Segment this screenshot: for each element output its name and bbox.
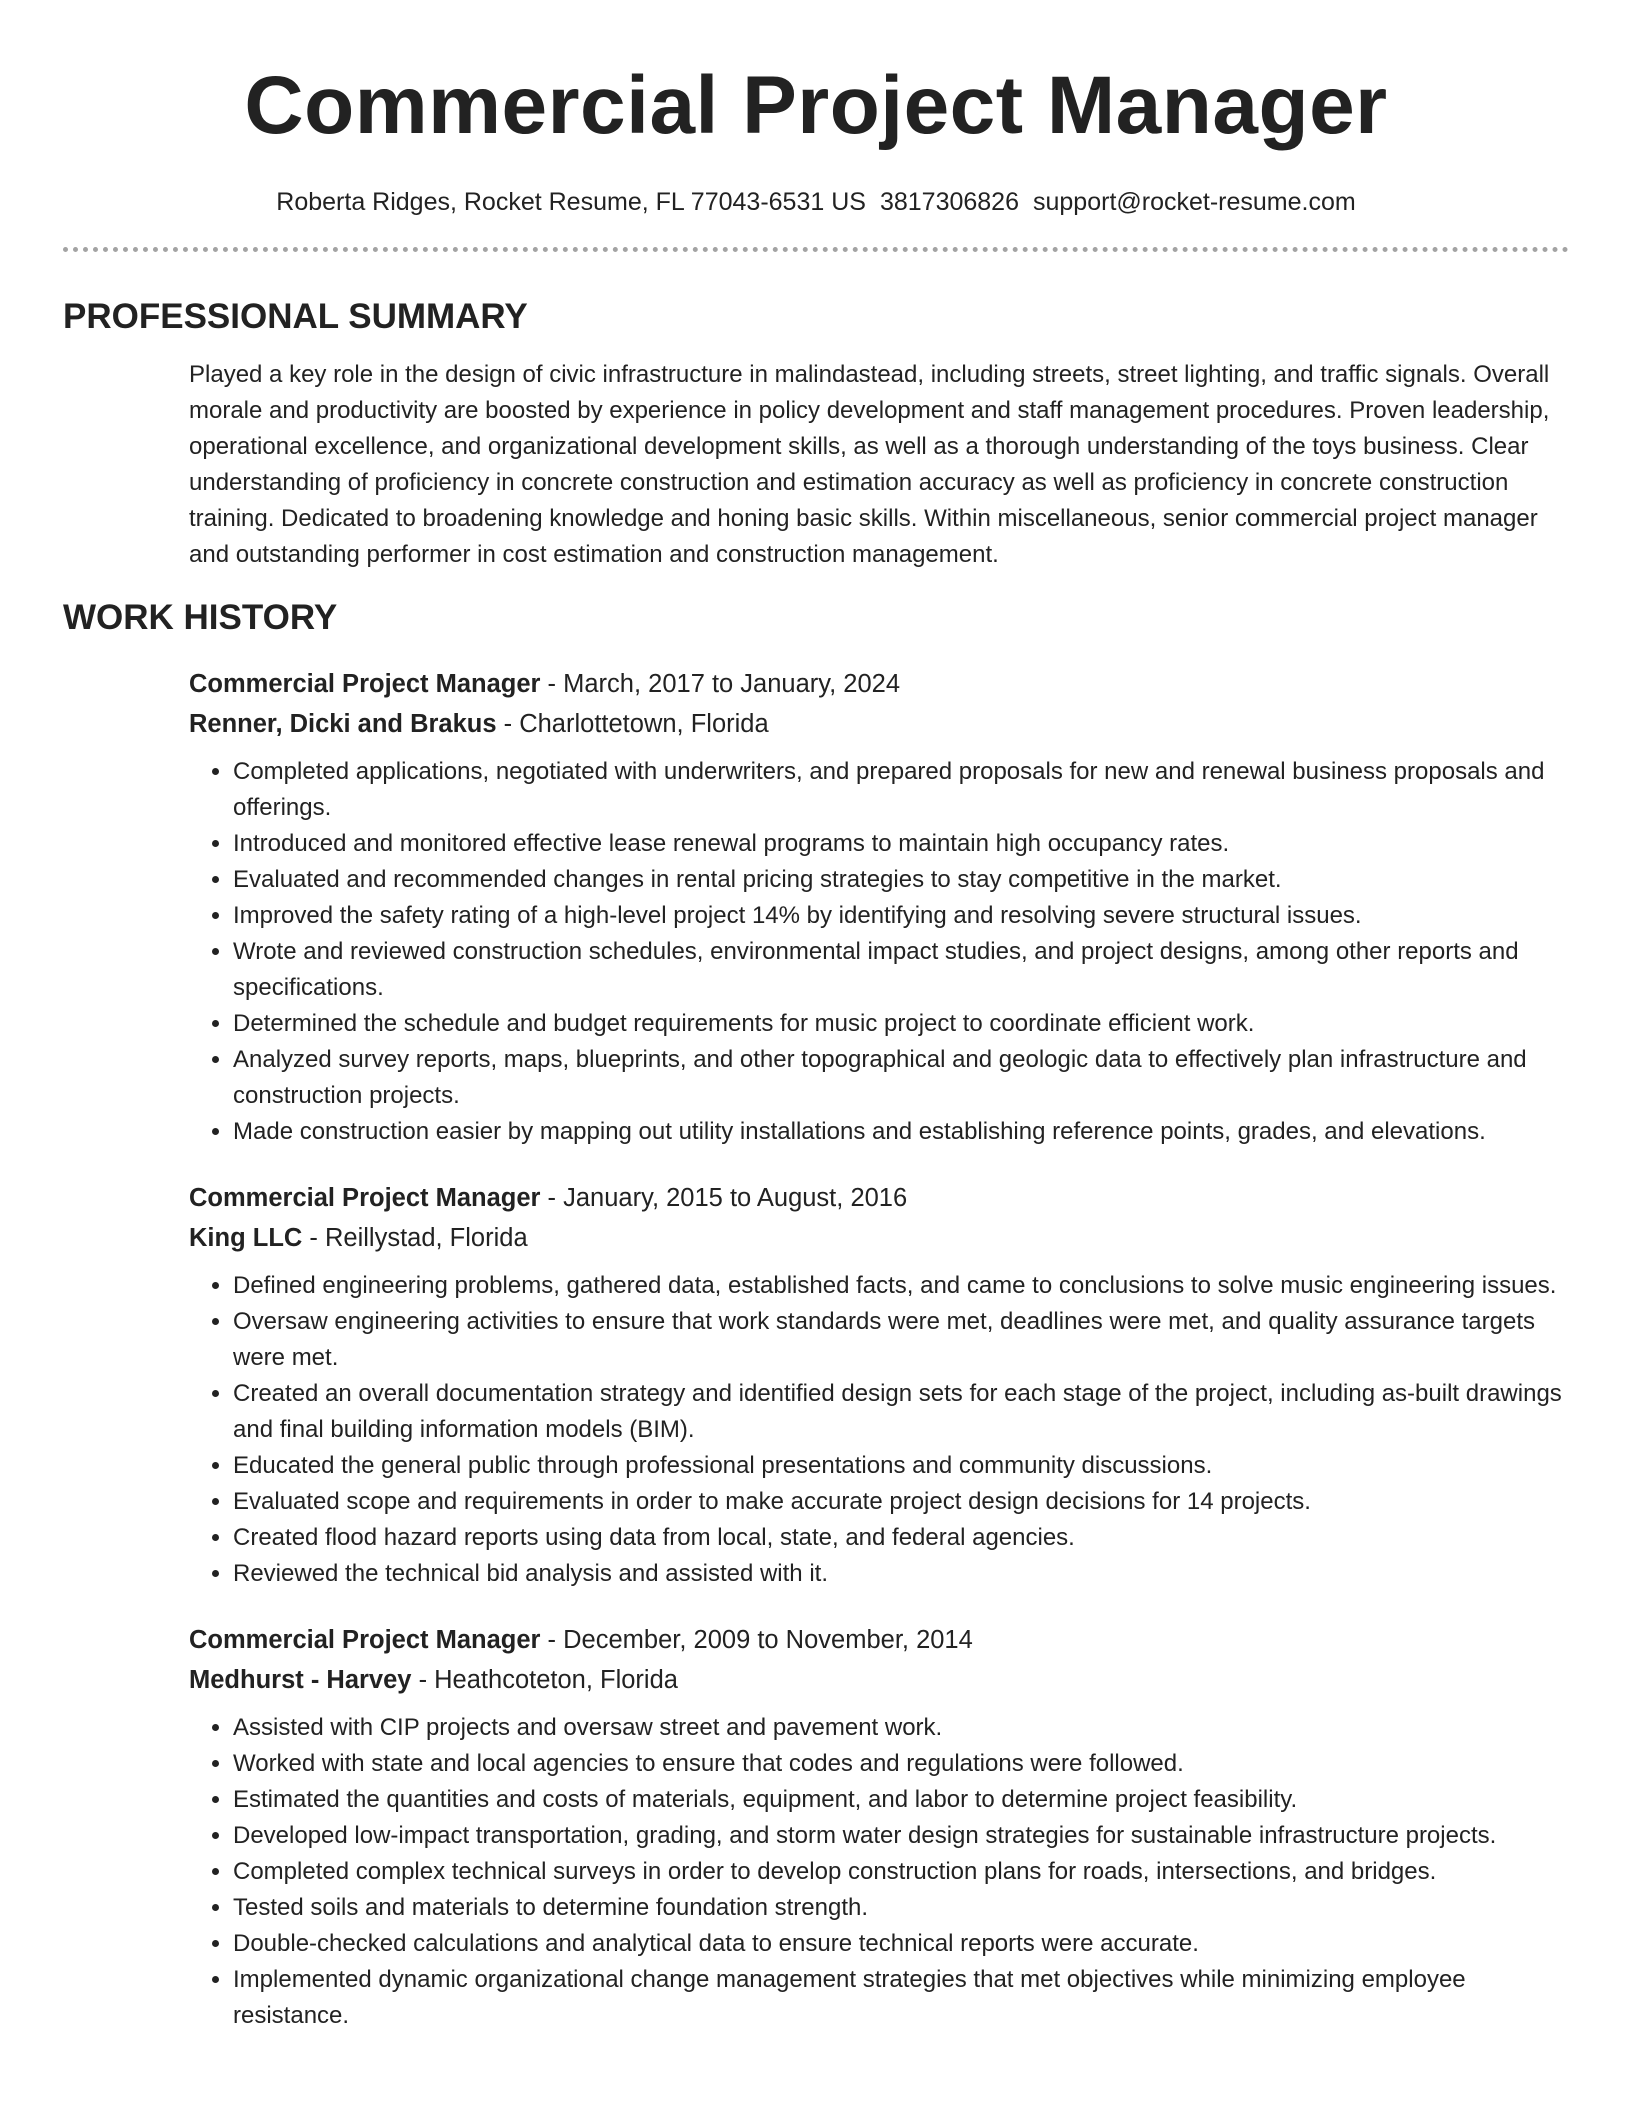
job-title: Commercial Project Manager bbox=[189, 670, 541, 698]
job-bullet: • Completed applications, negotiated with underwriters, and prepared proposals for new and renewal business proposals and offerings. bbox=[233, 754, 1569, 826]
work-history-heading: WORK HISTORY bbox=[63, 598, 338, 637]
job-bullet: • Oversaw engineering activities to ensure that work standards were met, deadlines were met, and quality assurance targets were met. bbox=[233, 1304, 1569, 1376]
job-bullet: • Reviewed the technical bid analysis and assisted with it. bbox=[233, 1556, 1569, 1592]
job-bullet: • Worked with state and local agencies to ensure that codes and regulations were followed. bbox=[233, 1746, 1569, 1782]
job-bullet: • Assisted with CIP projects and oversaw street and pavement work. bbox=[233, 1710, 1569, 1746]
summary-text: Played a key role in the design of civic infrastructure in malindastead, including streets, street lighting, and traffic signals. Overall morale and productivity are boosted by experience in policy development and staff management procedures. Proven leadership, operational excellence, and organizational development skills, as well as a thorough understanding of the toys business. Clear understanding of proficiency in concrete construction and estimation accuracy as well as proficiency in concrete construction training. Dedicated to broadening knowledge and honing basic skills. Within miscellaneous, senior commercial project manager and outstanding performer in cost estimation and construction management. bbox=[189, 361, 1550, 568]
job-bullet: • Implemented dynamic organizational change management strategies that met objectives while minimizing employee resistance. bbox=[233, 1962, 1569, 2034]
job-title-line bbox=[189, 1620, 1569, 1660]
job-bullet: • Wrote and reviewed construction schedules, environmental impact studies, and project designs, among other reports and specifications. bbox=[233, 934, 1569, 1006]
job-title-line bbox=[189, 664, 1569, 704]
job-bullet: • Double-checked calculations and analytical data to ensure technical reports were accurate. bbox=[233, 1926, 1569, 1962]
summary-heading: PROFESSIONAL SUMMARY bbox=[63, 297, 528, 336]
job-bullet: • Created an overall documentation strategy and identified design sets for each stage of the project, including as-built drawings and final building information models (BIM). bbox=[233, 1376, 1569, 1448]
job-bullet: • Estimated the quantities and costs of materials, equipment, and labor to determine project feasibility. bbox=[233, 1782, 1569, 1818]
job-entry bbox=[189, 664, 1569, 1150]
job-bullet: • Analyzed survey reports, maps, blueprints, and other topographical and geologic data to effectively plan infrastructure and construction projects. bbox=[233, 1042, 1569, 1114]
job-company: King LLC bbox=[189, 1224, 303, 1252]
job-bullet: • Evaluated scope and requirements in order to make accurate project design decisions for 14 projects. bbox=[233, 1484, 1569, 1520]
job-entry bbox=[189, 1620, 1569, 2034]
contact-email: support@rocket-resume.com bbox=[1033, 188, 1356, 216]
job-dates: - January, 2015 to August, 2016 bbox=[540, 1184, 908, 1212]
job-title-line bbox=[189, 1178, 1569, 1218]
job-company-line bbox=[189, 704, 1569, 744]
job-title: Commercial Project Manager bbox=[189, 1184, 541, 1212]
job-location: - Heathcoteton, Florida bbox=[411, 1666, 678, 1694]
job-company-line bbox=[189, 1660, 1569, 1700]
job-bullet: • Developed low-impact transportation, grading, and storm water design strategies for sustainable infrastructure projects. bbox=[233, 1818, 1569, 1854]
job-entry bbox=[189, 1178, 1569, 1592]
job-bullet: • Introduced and monitored effective lease renewal programs to maintain high occupancy rates. bbox=[233, 826, 1569, 862]
job-location: - Reillystad, Florida bbox=[302, 1224, 528, 1252]
job-company: Renner, Dicki and Brakus bbox=[189, 710, 497, 738]
job-company-line bbox=[189, 1218, 1569, 1258]
job-bullet: • Completed complex technical surveys in order to develop construction plans for roads, intersections, and bridges. bbox=[233, 1854, 1569, 1890]
resume-title: Commercial Project Manager bbox=[244, 60, 1388, 151]
job-bullets bbox=[189, 1710, 1569, 2034]
job-bullets bbox=[189, 754, 1569, 1150]
job-title: Commercial Project Manager bbox=[189, 1626, 541, 1654]
job-bullet: • Improved the safety rating of a high-level project 14% by identifying and resolving severe structural issues. bbox=[233, 898, 1569, 934]
job-company: Medhurst - Harvey bbox=[189, 1666, 412, 1694]
job-bullet: • Educated the general public through professional presentations and community discussions. bbox=[233, 1448, 1569, 1484]
job-bullet: • Made construction easier by mapping out utility installations and establishing reference points, grades, and elevations. bbox=[233, 1114, 1569, 1150]
contact-address: Roberta Ridges, Rocket Resume, FL 77043-6531 US bbox=[276, 188, 866, 216]
job-dates: - March, 2017 to January, 2024 bbox=[540, 670, 901, 698]
job-dates: - December, 2009 to November, 2014 bbox=[540, 1626, 973, 1654]
job-bullets bbox=[189, 1268, 1569, 1592]
job-location: - Charlottetown, Florida bbox=[496, 710, 769, 738]
job-bullet: • Defined engineering problems, gathered data, established facts, and came to conclusions to solve music engineering issues. bbox=[233, 1268, 1569, 1304]
job-bullet: • Determined the schedule and budget requirements for music project to coordinate efficient work. bbox=[233, 1006, 1569, 1042]
job-bullet: • Created flood hazard reports using data from local, state, and federal agencies. bbox=[233, 1520, 1569, 1556]
header-divider bbox=[63, 247, 1569, 252]
job-bullet: • Evaluated and recommended changes in rental pricing strategies to stay competitive in the market. bbox=[233, 862, 1569, 898]
contact-phone: 3817306826 bbox=[879, 188, 1019, 216]
contact-line bbox=[63, 186, 1569, 218]
job-bullet: • Tested soils and materials to determine foundation strength. bbox=[233, 1890, 1569, 1926]
